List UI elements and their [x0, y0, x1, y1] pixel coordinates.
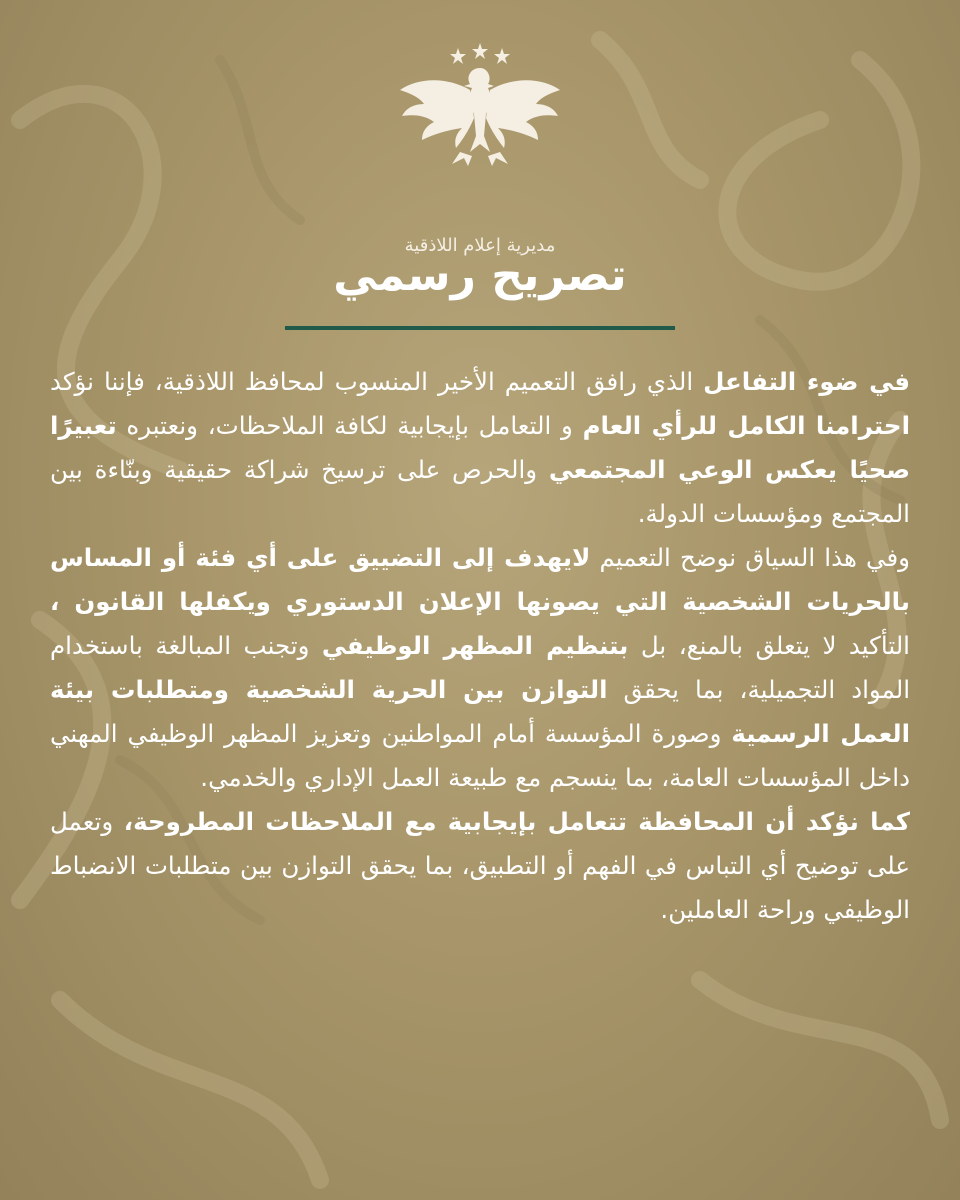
paragraph — [50, 536, 910, 800]
bold-text: تعبيرًا صحيًا يعكس الوعي المجتمعي — [50, 411, 910, 484]
bold-text: احترامنا الكامل للرأي العام — [582, 411, 910, 440]
body-text: وصورة المؤسسة أمام المواطنين وتعزيز المظهر الوظيفي المهني داخل المؤسسات العامة، بما ينسجم مع طبيعة العمل الإداري والخدمي. — [50, 719, 910, 792]
organization-name: مديرية إعلام اللاذقية — [404, 235, 556, 256]
logo-block — [380, 40, 580, 256]
body-text: وفي هذا السياق نوضح التعميم — [590, 543, 910, 572]
body-text: وتجنب المبالغة باستخدام المواد التجميلية، بما يحقق — [50, 631, 910, 704]
bold-text: التوازن بين الحرية الشخصية ومتطلبات بيئة العمل الرسمية — [50, 675, 910, 748]
page-title: تصريح رسمي — [333, 250, 627, 301]
title-underline — [285, 326, 675, 330]
bold-text: في ضوء التفاعل — [703, 367, 910, 396]
body-text: وتعمل على توضيح أي التباس في الفهم أو التطبيق، بما يحقق التوازن بين متطلبات الانضباط الوظيفي وراحة العاملين. — [50, 807, 910, 924]
body-text: التأكيد لا يتعلق بالمنع، بل — [628, 631, 910, 660]
bold-text: لايهدف إلى التضييق على أي فئة أو المساس بالحريات الشخصية التي يصونها الإعلان الدستوري ويكفلها القانون ، — [50, 543, 910, 616]
bold-text: بتنظيم المظهر الوظيفي — [321, 631, 629, 660]
statement-body — [50, 360, 910, 932]
body-text: و التعامل بإيجابية لكافة الملاحظات، ونعتبره — [116, 411, 583, 440]
body-text: الذي رافق التعميم الأخير المنسوب لمحافظ اللاذقية، فإننا نؤكد — [50, 367, 704, 396]
bold-text: كما نؤكد أن المحافظة تتعامل بإيجابية مع الملاحظات المطروحة، — [123, 807, 910, 836]
paragraph — [50, 360, 910, 536]
body-text: والحرص على ترسيخ شراكة حقيقية وبنّاءة بين المجتمع ومؤسسات الدولة. — [50, 455, 910, 528]
eagle-emblem-icon — [390, 40, 570, 170]
paragraph — [50, 800, 910, 932]
